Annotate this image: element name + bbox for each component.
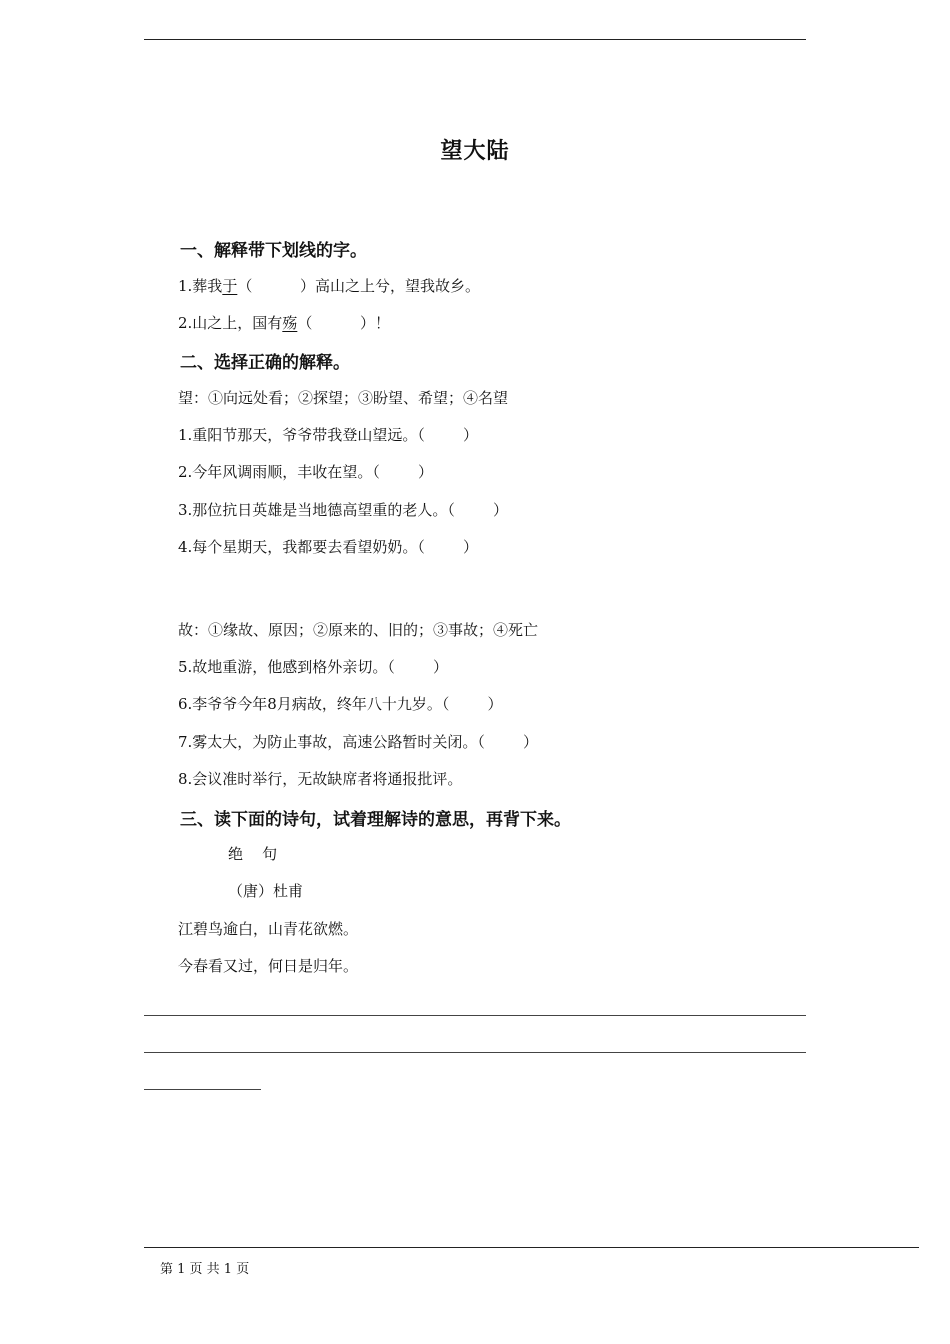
gu-item-5: 5.故地重游，他感到格外亲切。（ ） (178, 658, 448, 676)
gu-item-6: 6.李爷爷今年8月病故，终年八十九岁。（ ） (178, 695, 503, 713)
wang-item-4: 4.每个星期天，我都要去看望奶奶。（ ） (178, 538, 478, 556)
gu-definition: 故：①缘故、原因；②原来的、旧的；③事故；④死亡 (178, 621, 539, 639)
page-info: 第 1 页 共 1 页 (160, 1262, 250, 1277)
underlined-char: 于 (222, 277, 238, 295)
gu-item-7: 7.雾太大，为防止事故，高速公路暂时关闭。（ ） (178, 733, 538, 751)
header-rule (144, 39, 806, 40)
page-title: 望大陆 (440, 139, 510, 164)
poem-author: （唐）杜甫 (228, 882, 304, 900)
gu-item-8: 8.会议准时举行，无故缺席者将通报批评。 (178, 770, 463, 788)
section1-heading: 一、解释带下划线的字。 (180, 241, 367, 261)
answer-line-3 (144, 1089, 261, 1090)
item-text: 2.山之上，国有 (178, 314, 283, 332)
wang-item-2: 2.今年风调雨顺，丰收在望。（ ） (178, 463, 433, 481)
section1-item-1 (178, 275, 480, 296)
underlined-char: 殇 (282, 314, 298, 332)
poem-title: 绝 句 (228, 845, 278, 863)
item-text: （ ）！ (297, 314, 391, 332)
section1-item-2 (178, 312, 390, 333)
answer-line-1 (144, 1015, 806, 1016)
poem-line-1: 江碧鸟逾白，山青花欲燃。 (178, 920, 359, 938)
section2-heading: 二、选择正确的解释。 (180, 353, 350, 373)
poem-line-2: 今春看又过，何日是归年。 (178, 957, 359, 975)
answer-line-2 (144, 1052, 806, 1053)
wang-item-3: 3.那位抗日英雄是当地德高望重的老人。（ ） (178, 501, 508, 519)
item-text: （ ）高山之上兮，望我故乡。 (237, 277, 481, 295)
wang-item-1: 1.重阳节那天，爷爷带我登山望远。（ ） (178, 426, 478, 444)
section3-heading: 三、读下面的诗句，试着理解诗的意思，再背下来。 (180, 810, 571, 830)
item-text: 1.葬我 (178, 277, 223, 295)
footer-rule (144, 1247, 919, 1248)
wang-definition: 望：①向远处看；②探望；③盼望、希望；④名望 (178, 389, 509, 407)
